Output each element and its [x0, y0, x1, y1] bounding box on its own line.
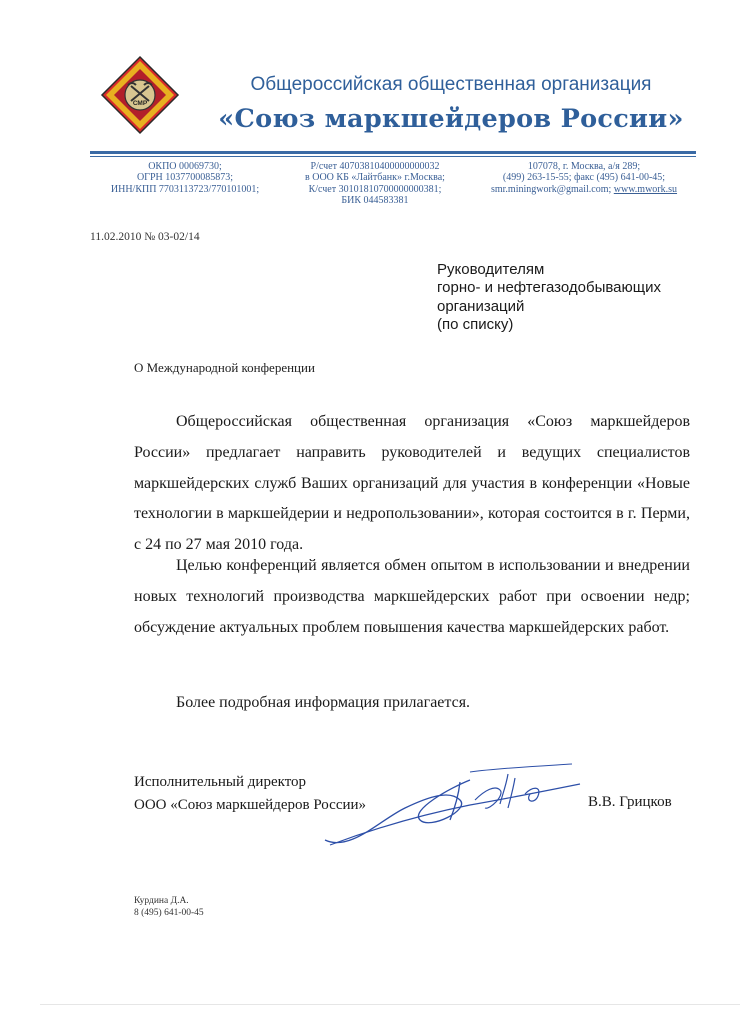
- org-name-line1: Общероссийская общественная организация: [250, 74, 652, 95]
- contact-name: Курдина Д.А.: [134, 896, 189, 906]
- signatory-name: В.В. Грицков: [588, 794, 672, 810]
- body-paragraph: Более подробная информация прилагается.: [176, 694, 471, 711]
- handwritten-signature: [310, 760, 590, 860]
- signatory-organization: ООО «Союз маркшейдеров России»: [134, 797, 367, 813]
- requisite-ogrn: ОГРН 1037700085873;: [136, 172, 234, 184]
- letter-subject: О Международной конференции: [134, 360, 315, 375]
- website-link[interactable]: www.mwork.su: [613, 183, 678, 195]
- header-rule-thin: [90, 156, 696, 157]
- requisite-account: Р/счет 40703810400000000032: [310, 161, 440, 172]
- addressee-line: горно- и нефтегазодобывающих: [437, 279, 661, 297]
- requisites-bank: [286, 161, 464, 207]
- body-paragraph: Целью конференций является обмен опытом в использовании и внедрении новых технологий производства маркшейдерских работ при освоении недр; обсуждение актуальных проблем повышения качества маркшейдерских работ.: [134, 557, 690, 636]
- requisite-web: [470, 184, 698, 195]
- requisite-inn-kpp: ИНН/КПП 7703113723/770101001;: [110, 183, 260, 195]
- requisite-bik: БИК 044583381: [341, 195, 409, 207]
- body-paragraph: Общероссийская общественная организация «Союз маркшейдеров России» предлагает направить руководителей и ведущих специалистов маркшейдерских служб Ваших организаций для участия в конференции «Новые технологии в маркшейдерии и недропользовании», которая состоится в г. Перми, с 24 по 27 мая 2010 года.: [134, 413, 690, 554]
- addressee-line: организаций: [437, 297, 525, 315]
- smr-logo-icon: [100, 55, 180, 135]
- page-edge-line: [40, 1004, 740, 1005]
- email-link[interactable]: smr.miningwork@gmail.com;: [490, 183, 612, 195]
- requisites-contacts: [470, 161, 698, 195]
- header-rule-thick: [90, 151, 696, 154]
- letter-date-number: 11.02.2010 № 03-02/14: [90, 231, 200, 243]
- contact-person: [134, 896, 204, 919]
- requisites-codes: [90, 161, 280, 195]
- addressee-line: (по списку): [437, 316, 514, 334]
- requisite-bank: в ООО КБ «Лайтбанк» г.Москва;: [305, 172, 445, 184]
- addressee-line: Руководителям: [437, 261, 545, 278]
- requisite-address: 107078, г. Москва, а/я 289;: [527, 161, 641, 172]
- requisite-phones: (499) 263-15-55; факс (495) 641-00-45;: [502, 172, 666, 184]
- requisite-corr-account: К/счет 30101810700000000381;: [308, 183, 442, 195]
- org-name-line2: «Союз маркшейдеров России»: [218, 104, 684, 134]
- contact-phone: 8 (495) 641-00-45: [134, 907, 204, 918]
- signatory-position: Исполнительный директор: [134, 774, 307, 790]
- addressee-block: [437, 261, 661, 335]
- requisite-okpo: ОКПО 00069730;: [148, 161, 222, 172]
- logo-text: СМР: [132, 100, 148, 107]
